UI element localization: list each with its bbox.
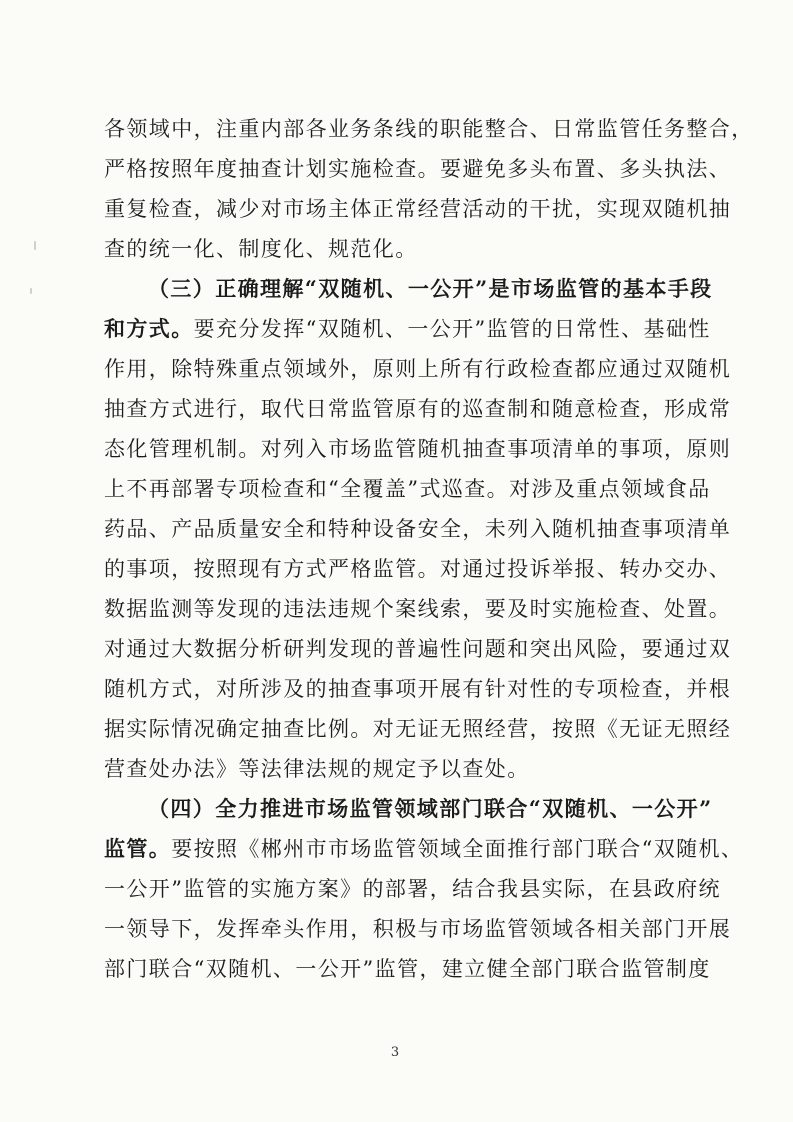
- text-segment: 上不再部署专项检查和“全覆盖”式巡查。对涉及重点领域食品: [104, 477, 711, 501]
- body-text-line: [104, 757, 530, 781]
- text-segment: 一公开”监管的实施方案》的部署，结合我县实际，在县政府统: [104, 877, 721, 901]
- text-segment: 各领域中，注重内部各业务条线的职能整合、日常监管任务整合，: [104, 117, 754, 141]
- body-text-line: [104, 597, 731, 621]
- text-segment: 态化管理机制。对列入市场监管随机抽查事项清单的事项，原则: [104, 437, 732, 461]
- body-text-line: [104, 717, 731, 741]
- body-text-line: [104, 357, 731, 381]
- text-segment: 要按照《郴州市市场监管领域全面推行部门联合“双随机、: [171, 837, 744, 861]
- page-number: 3: [390, 1045, 400, 1060]
- text-segment: 部门联合“双随机、一公开”监管，建立健全部门联合监管制度: [104, 957, 711, 981]
- text-segment: 重复检查，减少对市场主体正常经营活动的干扰，实现双随机抽: [104, 197, 732, 221]
- text-segment: 营查处办法》等法律法规的规定予以查处。: [104, 757, 530, 781]
- body-text-line: [104, 397, 731, 421]
- section-heading-4-end: 监管。: [104, 836, 172, 861]
- text-segment: 的事项，按照现有方式严格监管。对通过投诉举报、转办交办、: [104, 557, 732, 581]
- body-text-line: [104, 237, 418, 261]
- body-text-line: [104, 637, 731, 661]
- section-heading-3: （三）正确理解“双随机、一公开”是市场监管的基本手段: [148, 276, 713, 301]
- scan-mark: [34, 241, 36, 250]
- text-segment: 数据监测等发现的违法违规个案线索，要及时实施检查、处置。: [104, 597, 732, 621]
- text-segment: 药品、产品质量安全和特种设备安全，未列入随机抽查事项清单: [104, 517, 732, 541]
- body-text-line: [104, 117, 754, 141]
- body-text-line: [104, 837, 743, 861]
- body-text-line: [104, 677, 731, 701]
- body-text-line: [104, 197, 731, 221]
- text-segment: 要充分发挥“双随机、一公开”监管的日常性、基础性: [193, 317, 711, 341]
- text-segment: 严格按照年度抽查计划实施检查。要避免多头布置、多头执法、: [104, 157, 732, 181]
- text-segment: 作用，除特殊重点领域外，原则上所有行政检查都应通过双随机: [104, 357, 732, 381]
- section-heading-3-end: 和方式。: [104, 316, 194, 341]
- text-segment: 一领导下，发挥牵头作用，积极与市场监管领域各相关部门开展: [104, 917, 732, 941]
- body-text-line: [104, 917, 731, 941]
- text-segment: 据实际情况确定抽查比例。对无证无照经营，按照《无证无照经: [104, 717, 732, 741]
- body-text-line: [104, 437, 731, 461]
- text-segment: 抽查方式进行，取代日常监管原有的巡查制和随意检查，形成常: [104, 397, 732, 421]
- text-segment: 查的统一化、制度化、规范化。: [104, 237, 418, 261]
- text-segment: 对通过大数据分析研判发现的普遍性问题和突出风险，要通过双: [104, 637, 732, 661]
- scan-mark: [30, 288, 32, 294]
- body-text-line: [104, 157, 731, 181]
- section-heading-line: [148, 797, 713, 821]
- text-segment: 随机方式，对所涉及的抽查事项开展有针对性的专项检查，并根: [104, 677, 732, 701]
- body-text-line: [104, 477, 711, 501]
- body-text-line: [104, 517, 731, 541]
- section-heading-4: （四）全力推进市场监管领域部门联合“双随机、一公开”: [148, 796, 713, 821]
- body-text-line: [104, 557, 731, 581]
- body-text-line: [104, 957, 711, 981]
- section-heading-line: [148, 277, 713, 301]
- body-text-line: [104, 317, 711, 341]
- body-text-line: [104, 877, 721, 901]
